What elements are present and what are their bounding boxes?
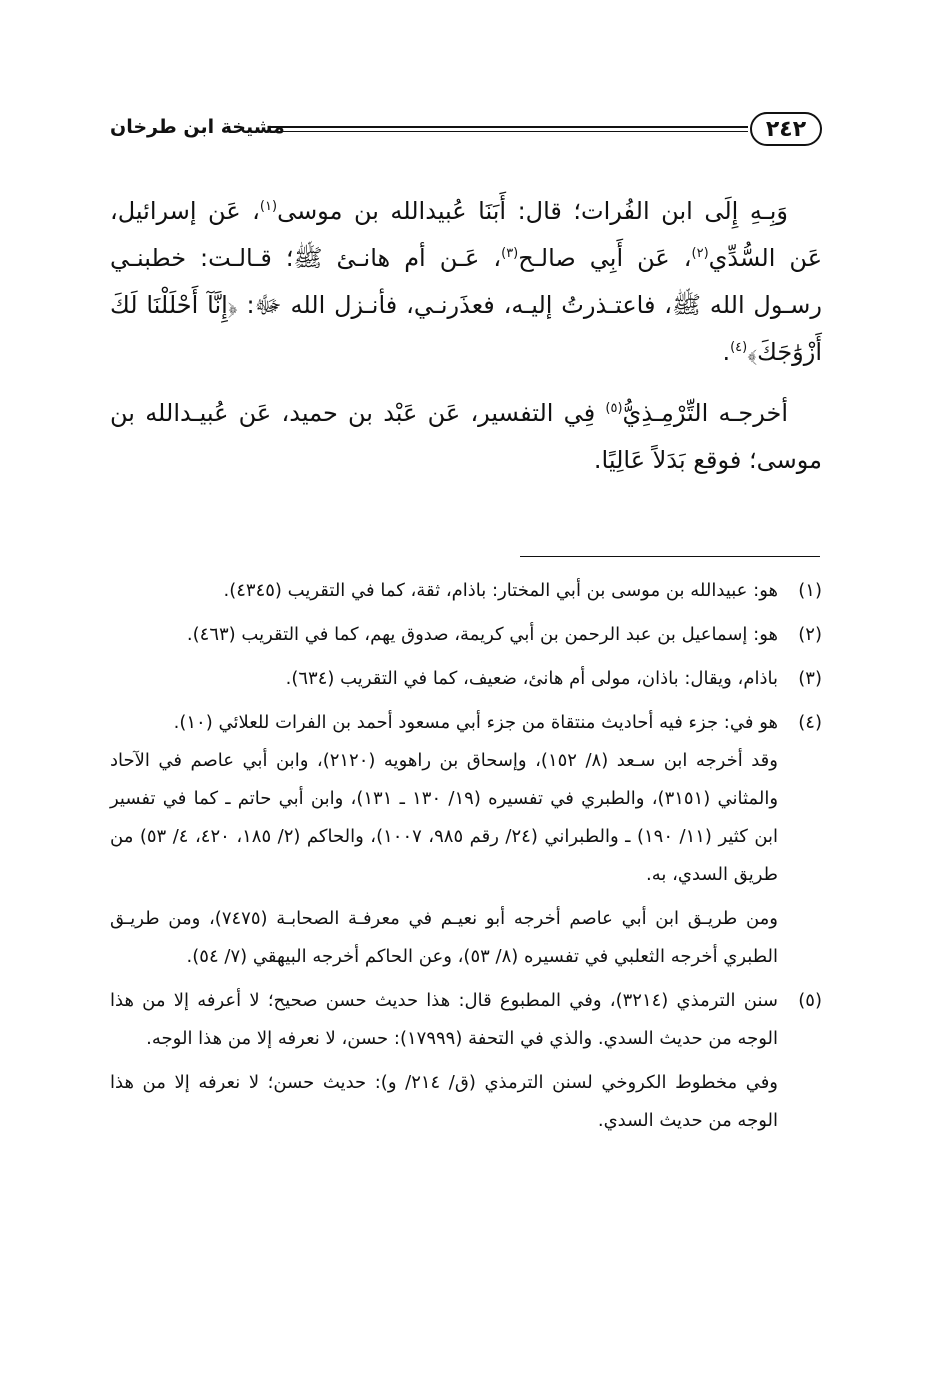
text-segment: . <box>722 338 731 366</box>
footnote-number: (٥) <box>798 990 822 1011</box>
text-segment: أخرجـه التِّرْمِـذِيُّ <box>622 399 789 427</box>
footnote-5 <box>110 982 822 1140</box>
footnotes <box>110 572 822 1146</box>
footnote-number: (١) <box>798 580 822 601</box>
book-title: مشيخة ابن طرخان <box>110 116 285 138</box>
footnote-body <box>110 982 778 1140</box>
text-segment: ، عَن إسرائيل، عَن السُّدِّي <box>110 197 823 272</box>
footnote-number: (٣) <box>798 668 822 689</box>
footnote-body <box>110 704 778 976</box>
footnote-ref: (٢) <box>691 246 709 261</box>
footnote-body <box>110 660 778 698</box>
page-header <box>110 112 822 152</box>
footnote-line: هو في: جزء فيه أحاديث منتقاة من جزء أبي مسعود أحمد بن الفرات للعلائي (١٠). <box>173 712 778 733</box>
paragraph-narration <box>110 188 822 376</box>
footnote-number: (٤) <box>798 712 822 733</box>
header-rule <box>268 126 748 132</box>
footnote-line: باذام، ويقال: باذان، مولى أم هانئ، ضعيف، كما في التقريب (٦٣٤). <box>285 668 778 689</box>
main-text <box>110 188 822 498</box>
footnote-line: وقد أخرجه ابن سـعد (٨/ ١٥٢)، وإسحاق بن راهويه (٢١٢٠)، وابن أبي عاصم في الآحاد والمثاني (٣١٥١)، والطبري في تفسيره (١٩/ ١٣٠ ـ ١٣١)، وابن أبي حاتم ـ كما في تفسير ابن كثير (١١/ ١٩٠) ـ والطبراني (٢٤/ رقم ٩٨٥، ١٠٠٧)، والحاكم (٢/ ١٨٥، ٤٢٠، ٤/ ٥٣) من طريق السدي، به. <box>110 750 779 885</box>
footnote-body <box>110 572 778 610</box>
footnote-line: هو: إسماعيل بن عبد الرحمن بن أبي كريمة، صدوق يهم، كما في التقريب (٤٦٣). <box>186 624 778 645</box>
footnote-line: هو: عبيدالله بن موسى بن أبي المختار: باذام، ثقة، كما في التقريب (٤٣٤٥). <box>223 580 778 601</box>
footnote-4 <box>110 704 822 976</box>
footnote-3 <box>110 660 822 698</box>
footnote-line: ومن طريـق ابن أبي عاصم أخرجه أبو نعيـم في معرفـة الصحابـة (٧٤٧٥)، ومن طريـق الطبري أخرجه الثعلبي في تفسيره (٨/ ٥٣)، وعن الحاكم أخرجه البيهقي (٧/ ٥٤). <box>110 908 778 967</box>
footnote-number: (٢) <box>798 624 822 645</box>
footnote-body <box>110 616 778 654</box>
footnote-ref: (١) <box>259 199 278 214</box>
text-segment: ، عَـن أم هانـئ ﷺ؛ قـالـت: خطبنـي رسـول الله ﷺ، فاعتـذرتُ إليـه، فعذَرنـي، فأنـزل الله ﷻ: ﴿إِنَّآ أَحْلَلْنَا لَكَ أَزْوَٰجَكَ﴾ <box>110 244 822 366</box>
page-number: ٢٤٢ <box>750 112 822 146</box>
footnote-separator <box>520 556 820 557</box>
text-segment: وَبِـهِ إِلَى ابن الفُرات؛ قال: أَبَنَا عُبيدالله بن موسى <box>277 197 789 225</box>
text-segment: فِي التفسير، عَن عَبْد بن حميد، عَن عُبيـدالله بن موسى؛ فوقع بَدَلاً عَالِيًا. <box>110 399 822 474</box>
footnote-line: وفي مخطوط الكروخي لسنن الترمذي (ق/ ٢١٤/ و): حديث حسن؛ لا نعرفه إلا من هذا الوجه من حديث السدي. <box>110 1072 778 1131</box>
footnote-ref: (٤) <box>730 340 748 355</box>
footnote-1 <box>110 572 822 610</box>
footnote-ref: (٥) <box>605 401 623 416</box>
footnote-ref: (٣) <box>501 246 519 261</box>
text-segment: ، عَن أَبِي صالـح <box>518 244 692 272</box>
footnote-2 <box>110 616 822 654</box>
paragraph-takhrij <box>110 390 822 484</box>
footnote-line: سنن الترمذي (٣٢١٤)، وفي المطبوع قال: هذا حديث حسن صحيح؛ لا أعرفه إلا من هذا الوجه من حديث السدي. والذي في التحفة (١٧٩٩٩): حسن، لا نعرفه إلا من هذا الوجه. <box>110 990 778 1049</box>
